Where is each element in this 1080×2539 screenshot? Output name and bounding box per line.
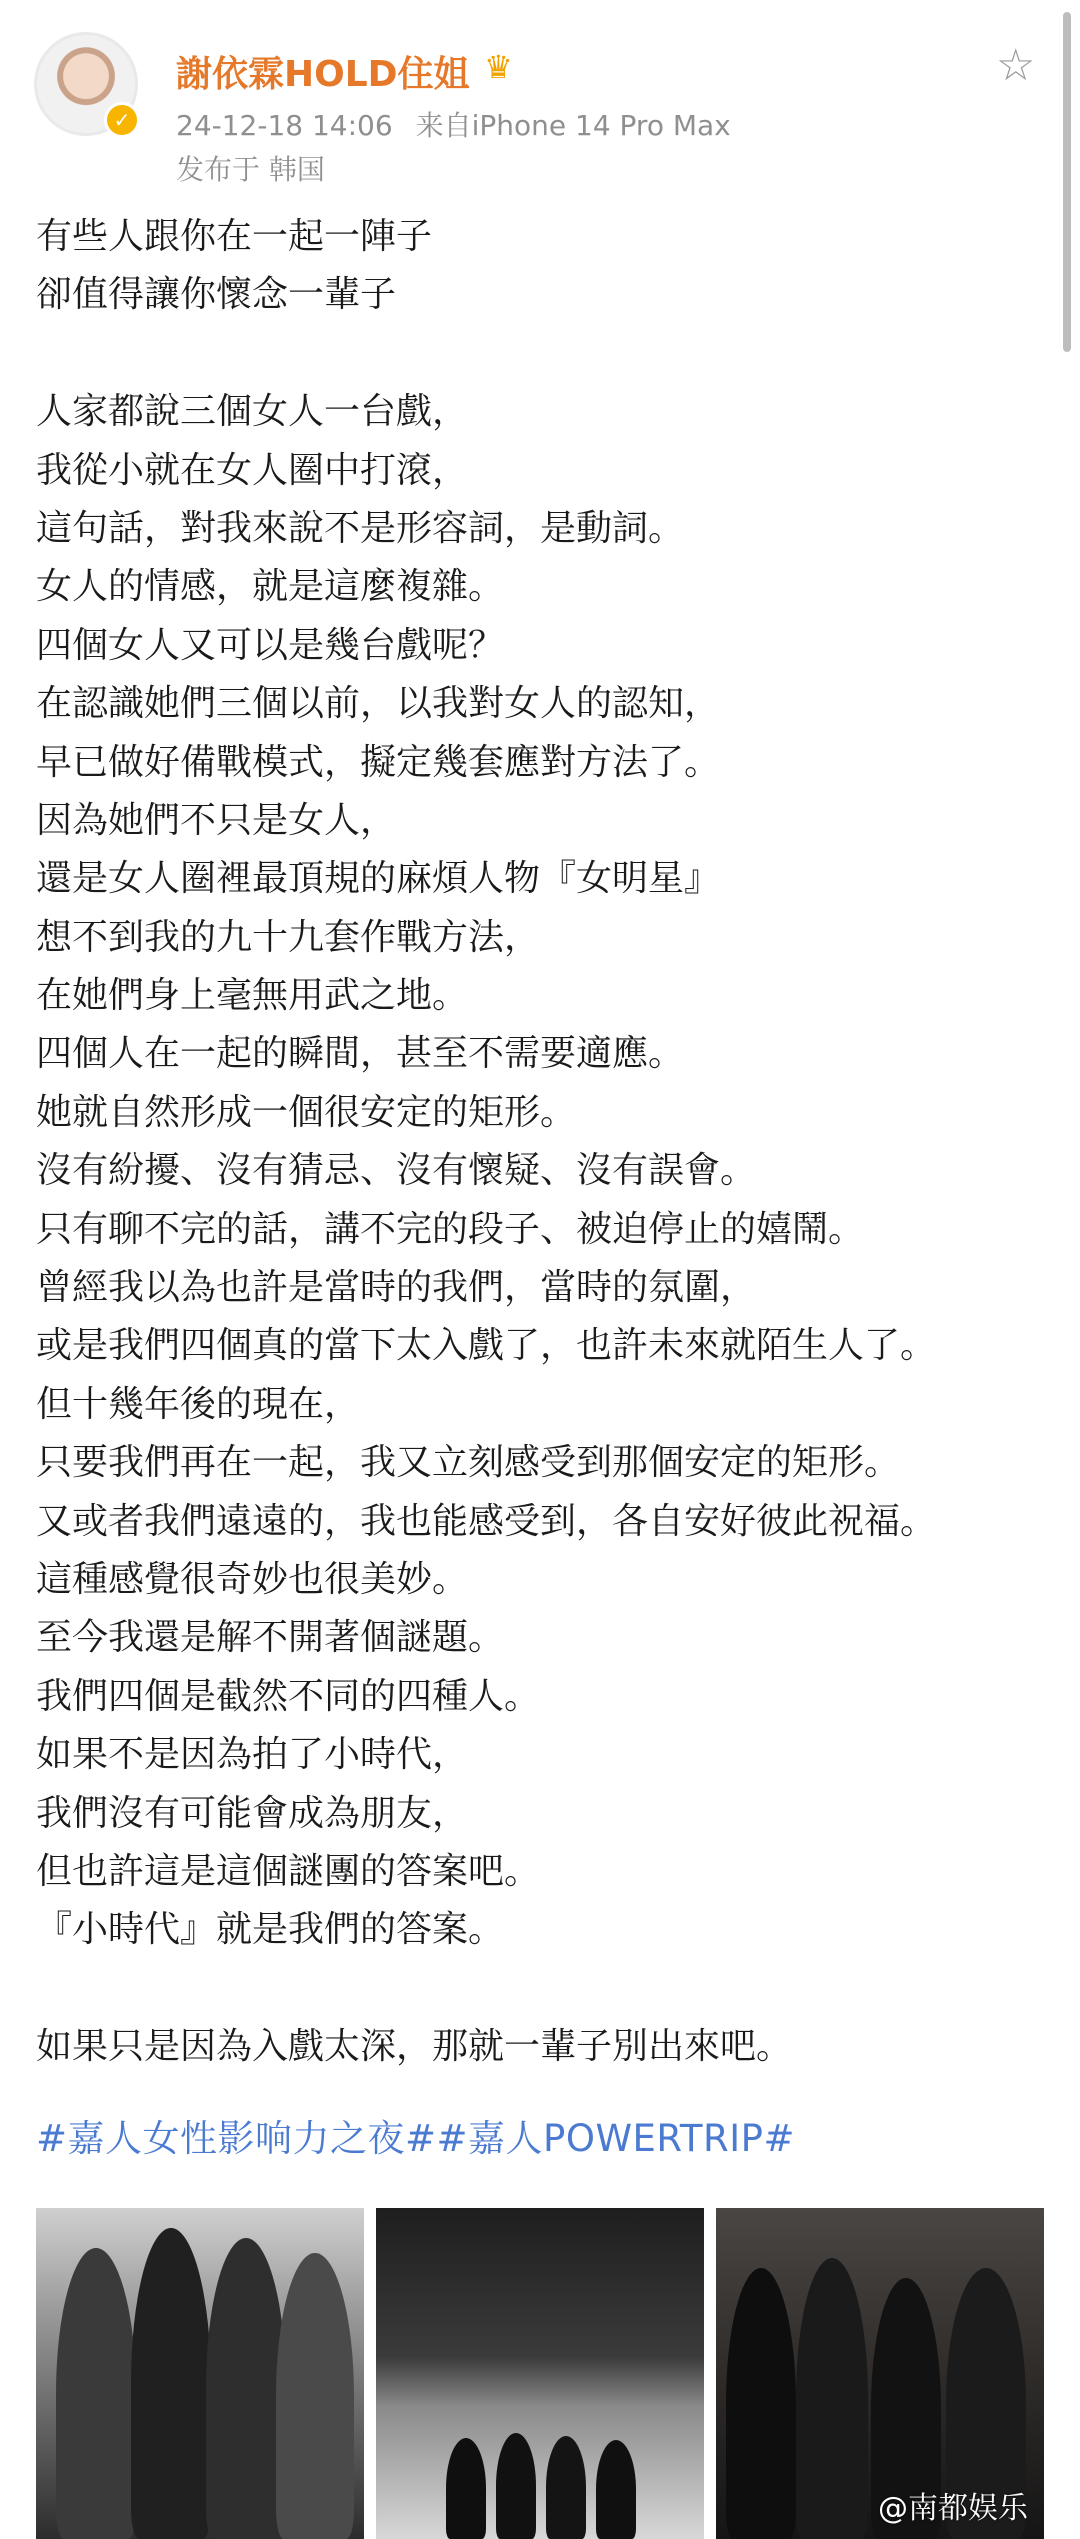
avatar[interactable] (34, 32, 144, 142)
post-text-line: 在她們身上毫無用武之地。 (36, 975, 469, 1017)
post-image-1[interactable] (36, 2208, 364, 2539)
post-text-line: 如果不是因為拍了小時代， (36, 1734, 469, 1776)
post-text-line (36, 325, 1046, 383)
post-text-line: 至今我還是解不開著個謎題。 (36, 1617, 505, 1659)
post-text-line: 她就自然形成一個很安定的矩形。 (36, 1091, 577, 1133)
post-timestamp: 24-12-18 14:06 (176, 109, 393, 142)
crown-icon: ♛ (484, 48, 513, 86)
post-text-line: 我們四個是截然不同的四種人。 (36, 1675, 541, 1717)
post-text-line: 只要我們再在一起，我又立刻感受到那個安定的矩形。 (36, 1442, 901, 1484)
post-text-line: 或是我們四個真的當下太入戲了，也許未來就陌生人了。 (36, 1325, 937, 1367)
post-text-line: 四個女人又可以是幾台戲呢？ (36, 624, 505, 666)
post-text-line: 我從小就在女人圈中打滾， (36, 449, 469, 491)
post-text-line: 在認識她們三個以前，以我對女人的認知， (36, 683, 721, 725)
star-icon[interactable]: ☆ (996, 40, 1036, 91)
post-text-line: 又或者我們遠遠的，我也能感受到，各自安好彼此祝福。 (36, 1500, 937, 1542)
post-text-line: 如果只是因為入戲太深，那就一輩子別出來吧。 (36, 2026, 793, 2068)
post-text-line: 想不到我的九十九套作戰方法， (36, 916, 541, 958)
image-grid (36, 2208, 1046, 2539)
post-text-line: 這句話，對我來說不是形容詞，是動詞。 (36, 507, 685, 549)
post-text-line: 卻值得讓你懷念一輩子 (36, 274, 397, 316)
post-meta (176, 104, 745, 144)
post-text-line (36, 1960, 1046, 2018)
post-source: 来自iPhone 14 Pro Max (415, 109, 731, 142)
post-text-line: 有些人跟你在一起一陣子 (36, 216, 433, 257)
verified-badge-icon: ✓ (104, 102, 140, 138)
hashtag-link[interactable]: #嘉人女性影响力之夜##嘉人POWERTRIP# (36, 2117, 795, 2160)
post-text-line: 這種感覺很奇妙也很美妙。 (36, 1558, 469, 1600)
post-text-line: 只有聊不完的話，講不完的段子、被迫停止的嬉鬧。 (36, 1208, 865, 1250)
post-text-line: 但十幾年後的現在， (36, 1383, 361, 1425)
post-body (36, 208, 1046, 2077)
post-text-line: 我們沒有可能會成為朋友， (36, 1792, 469, 1834)
post-text-line: 還是女人圈裡最頂規的麻煩人物『女明星』 (36, 858, 721, 900)
post-image-2[interactable] (376, 2208, 704, 2539)
post-text-line: 沒有紛擾、沒有猜忌、沒有懷疑、沒有誤會。 (36, 1150, 757, 1192)
post-text-line: 曾經我以為也許是當時的我們，當時的氛圍， (36, 1267, 757, 1309)
post-text-line: 女人的情感，就是這麼複雜。 (36, 566, 505, 608)
post-text-line: 人家都說三個女人一台戲， (36, 391, 469, 433)
post-text-line: 但也許這是這個謎團的答案吧。 (36, 1850, 541, 1892)
scrollbar[interactable] (1063, 12, 1071, 352)
post-text-line: 早已做好備戰模式，擬定幾套應對方法了。 (36, 741, 721, 783)
post-text-line: 『小時代』就是我們的答案。 (36, 1909, 505, 1951)
watermark: @南都娱乐 (878, 2491, 1028, 2526)
post-location: 发布于 韩国 (176, 153, 325, 186)
username[interactable]: 謝依霖HOLD住姐 (176, 54, 470, 95)
post-header (0, 0, 1080, 200)
post-text-line: 因為她們不只是女人， (36, 799, 397, 841)
post-image-3[interactable] (716, 2208, 1044, 2539)
post-text-line: 四個人在一起的瞬間，甚至不需要適應。 (36, 1033, 685, 1075)
